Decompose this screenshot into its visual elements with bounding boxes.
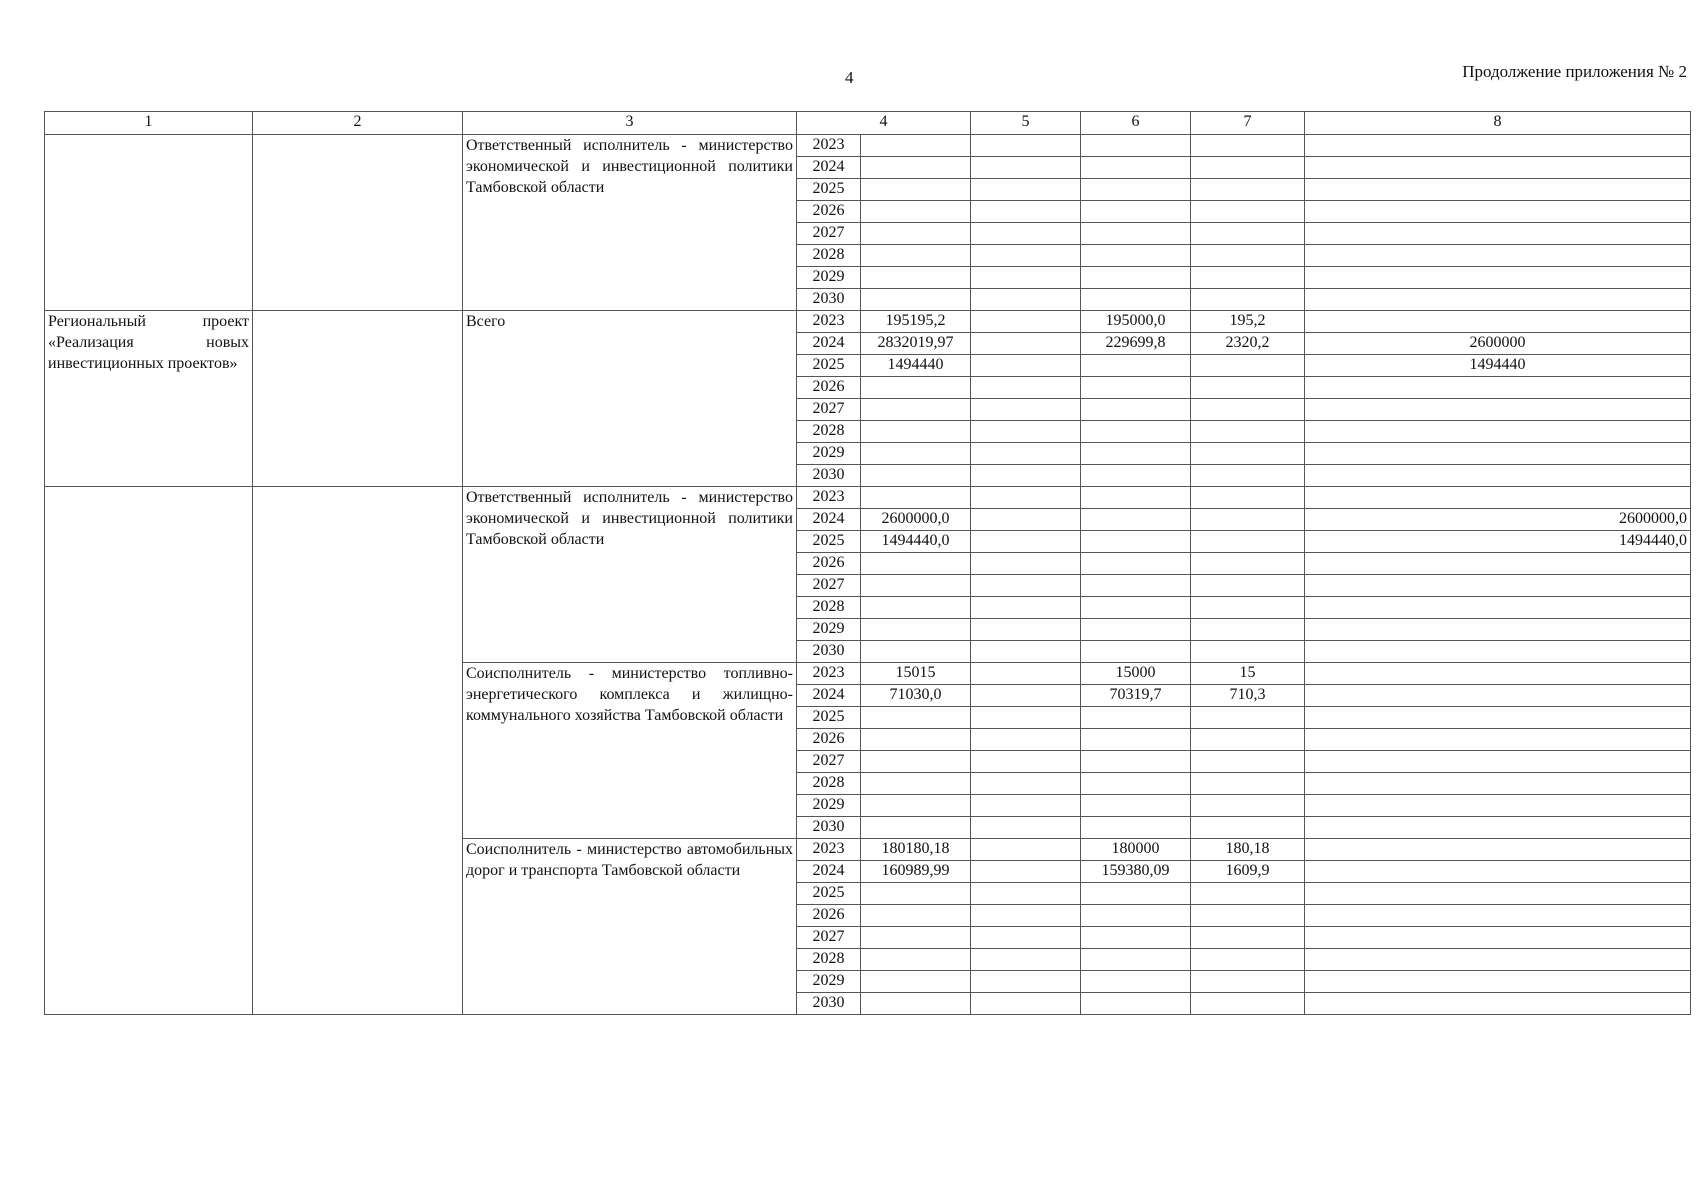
column-6-cell [1081, 223, 1191, 245]
total-cell: 1494440,0 [861, 531, 971, 553]
total-cell: 1494440 [861, 355, 971, 377]
column-7-cell [1191, 597, 1305, 619]
column-7-cell [1191, 399, 1305, 421]
column-6-cell [1081, 905, 1191, 927]
year-cell: 2023 [797, 663, 861, 685]
column-6-cell [1081, 883, 1191, 905]
column-6-cell [1081, 135, 1191, 157]
executor-cell: Ответственный исполнитель - министерство экономической и инвестиционной политики Тамбовской области [463, 487, 797, 663]
column-8-cell [1305, 619, 1691, 641]
column-8-cell [1305, 289, 1691, 311]
column-8-cell [1305, 179, 1691, 201]
column-5-cell [971, 927, 1081, 949]
year-cell: 2030 [797, 817, 861, 839]
column-5-cell [971, 641, 1081, 663]
executor-cell: Соисполнитель - министерство топливно-энергетического комплекса и жилищно-коммунального хозяйства Тамбовской области [463, 663, 797, 839]
total-cell: 160989,99 [861, 861, 971, 883]
year-cell: 2029 [797, 971, 861, 993]
year-cell: 2029 [797, 443, 861, 465]
column-6-cell [1081, 993, 1191, 1015]
year-cell: 2027 [797, 575, 861, 597]
col-header-6: 6 [1081, 112, 1191, 135]
total-cell: 180180,18 [861, 839, 971, 861]
total-cell [861, 465, 971, 487]
column-5-cell [971, 817, 1081, 839]
col-header-7: 7 [1191, 112, 1305, 135]
column-8-cell [1305, 685, 1691, 707]
year-cell: 2027 [797, 223, 861, 245]
column-8-cell [1305, 223, 1691, 245]
column-8-cell [1305, 773, 1691, 795]
column-7-cell [1191, 817, 1305, 839]
column-8-cell [1305, 157, 1691, 179]
total-cell [861, 619, 971, 641]
column-8-cell [1305, 597, 1691, 619]
column-7-cell [1191, 377, 1305, 399]
year-cell: 2028 [797, 773, 861, 795]
total-cell [861, 223, 971, 245]
column-6-cell [1081, 399, 1191, 421]
column-5-cell [971, 905, 1081, 927]
column-7-cell: 195,2 [1191, 311, 1305, 333]
executor-cell: Соисполнитель - министерство автомобильных дорог и транспорта Тамбовской области [463, 839, 797, 1015]
column-8-cell: 2600000 [1305, 333, 1691, 355]
column-7-cell: 1609,9 [1191, 861, 1305, 883]
year-cell: 2027 [797, 399, 861, 421]
year-cell: 2025 [797, 883, 861, 905]
column-5-cell [971, 245, 1081, 267]
total-cell [861, 795, 971, 817]
project-name-cell: Региональный проект «Реализация новых инвестиционных проектов» [45, 311, 253, 487]
column-8-cell [1305, 839, 1691, 861]
column-7-cell [1191, 135, 1305, 157]
column-8-cell [1305, 443, 1691, 465]
column-6-cell: 180000 [1081, 839, 1191, 861]
column-7-cell [1191, 729, 1305, 751]
column-5-cell [971, 179, 1081, 201]
year-cell: 2025 [797, 179, 861, 201]
total-cell [861, 729, 971, 751]
col-header-2: 2 [253, 112, 463, 135]
column-7-cell [1191, 487, 1305, 509]
column-6-cell [1081, 641, 1191, 663]
column-7-cell [1191, 971, 1305, 993]
year-cell: 2026 [797, 201, 861, 223]
column-7-cell [1191, 927, 1305, 949]
column-7-cell [1191, 553, 1305, 575]
total-cell [861, 553, 971, 575]
year-cell: 2026 [797, 553, 861, 575]
column-5-cell [971, 223, 1081, 245]
column-5-cell [971, 619, 1081, 641]
column-5-cell [971, 377, 1081, 399]
column-8-cell [1305, 421, 1691, 443]
year-cell: 2024 [797, 333, 861, 355]
year-cell: 2023 [797, 839, 861, 861]
year-cell: 2024 [797, 861, 861, 883]
year-cell: 2024 [797, 685, 861, 707]
year-cell: 2026 [797, 377, 861, 399]
year-cell: 2028 [797, 949, 861, 971]
total-cell: 71030,0 [861, 685, 971, 707]
column-7-cell [1191, 443, 1305, 465]
total-cell [861, 135, 971, 157]
column-8-cell [1305, 641, 1691, 663]
column-8-cell [1305, 905, 1691, 927]
column-7-cell [1191, 267, 1305, 289]
column-7-cell [1191, 641, 1305, 663]
column-6-cell [1081, 509, 1191, 531]
year-cell: 2028 [797, 245, 861, 267]
column-7-cell [1191, 905, 1305, 927]
column-2-cell [253, 487, 463, 1015]
column-7-cell [1191, 795, 1305, 817]
column-7-cell [1191, 619, 1305, 641]
column-6-cell [1081, 465, 1191, 487]
column-5-cell [971, 135, 1081, 157]
column-6-cell [1081, 707, 1191, 729]
total-cell [861, 905, 971, 927]
column-7-cell [1191, 223, 1305, 245]
year-cell: 2030 [797, 993, 861, 1015]
column-5-cell [971, 597, 1081, 619]
column-5-cell [971, 949, 1081, 971]
column-5-cell [971, 839, 1081, 861]
col-header-8: 8 [1305, 112, 1691, 135]
column-5-cell [971, 729, 1081, 751]
column-7-cell: 15 [1191, 663, 1305, 685]
total-cell [861, 927, 971, 949]
column-8-cell [1305, 971, 1691, 993]
column-8-cell [1305, 553, 1691, 575]
column-6-cell [1081, 795, 1191, 817]
column-6-cell [1081, 817, 1191, 839]
total-cell [861, 267, 971, 289]
column-7-cell [1191, 993, 1305, 1015]
column-5-cell [971, 509, 1081, 531]
column-5-cell [971, 773, 1081, 795]
total-cell: 15015 [861, 663, 971, 685]
year-cell: 2023 [797, 135, 861, 157]
total-cell [861, 641, 971, 663]
year-cell: 2024 [797, 157, 861, 179]
column-7-cell [1191, 201, 1305, 223]
column-7-cell [1191, 575, 1305, 597]
column-8-cell [1305, 927, 1691, 949]
total-cell: 195195,2 [861, 311, 971, 333]
year-cell: 2030 [797, 641, 861, 663]
column-5-cell [971, 443, 1081, 465]
year-cell: 2023 [797, 487, 861, 509]
column-5-cell [971, 531, 1081, 553]
column-6-cell [1081, 245, 1191, 267]
column-6-cell: 195000,0 [1081, 311, 1191, 333]
column-8-cell [1305, 465, 1691, 487]
column-7-cell [1191, 509, 1305, 531]
column-6-cell [1081, 553, 1191, 575]
column-7-cell [1191, 421, 1305, 443]
column-8-cell [1305, 487, 1691, 509]
column-number-row [45, 112, 1691, 135]
column-8-cell [1305, 399, 1691, 421]
column-8-cell [1305, 949, 1691, 971]
year-cell: 2029 [797, 619, 861, 641]
year-cell: 2029 [797, 267, 861, 289]
total-cell [861, 201, 971, 223]
column-5-cell [971, 685, 1081, 707]
table-row [45, 487, 1691, 509]
total-cell [861, 421, 971, 443]
table-row [45, 135, 1691, 157]
column-6-cell: 15000 [1081, 663, 1191, 685]
page-number: 4 [845, 68, 854, 87]
column-5-cell [971, 487, 1081, 509]
column-6-cell [1081, 531, 1191, 553]
column-6-cell [1081, 487, 1191, 509]
executor-cell: Всего [463, 311, 797, 487]
column-6-cell [1081, 619, 1191, 641]
year-cell: 2029 [797, 795, 861, 817]
column-2-cell [253, 311, 463, 487]
column-5-cell [971, 883, 1081, 905]
column-5-cell [971, 575, 1081, 597]
column-6-cell [1081, 421, 1191, 443]
column-6-cell: 159380,09 [1081, 861, 1191, 883]
column-8-cell [1305, 883, 1691, 905]
column-8-cell [1305, 201, 1691, 223]
column-6-cell [1081, 597, 1191, 619]
column-6-cell [1081, 443, 1191, 465]
total-cell [861, 179, 971, 201]
column-7-cell [1191, 157, 1305, 179]
col-header-3: 3 [463, 112, 797, 135]
column-6-cell [1081, 289, 1191, 311]
column-8-cell [1305, 993, 1691, 1015]
column-7-cell [1191, 245, 1305, 267]
year-cell: 2028 [797, 421, 861, 443]
total-cell [861, 971, 971, 993]
total-cell [861, 707, 971, 729]
column-5-cell [971, 333, 1081, 355]
column-6-cell [1081, 179, 1191, 201]
total-cell [861, 993, 971, 1015]
year-cell: 2025 [797, 355, 861, 377]
year-cell: 2024 [797, 509, 861, 531]
column-6-cell [1081, 729, 1191, 751]
column-6-cell [1081, 971, 1191, 993]
column-8-cell [1305, 663, 1691, 685]
total-cell: 2832019,97 [861, 333, 971, 355]
project-name-cell [45, 135, 253, 311]
column-8-cell [1305, 245, 1691, 267]
column-8-cell: 1494440,0 [1305, 531, 1691, 553]
column-5-cell [971, 157, 1081, 179]
appendix-note: Продолжение приложения № 2 [1462, 62, 1687, 81]
column-5-cell [971, 355, 1081, 377]
column-7-cell [1191, 179, 1305, 201]
executor-cell: Ответственный исполнитель - министерство экономической и инвестиционной политики Тамбовской области [463, 135, 797, 311]
total-cell [861, 883, 971, 905]
table-row [45, 311, 1691, 333]
column-7-cell: 710,3 [1191, 685, 1305, 707]
column-6-cell [1081, 377, 1191, 399]
column-8-cell [1305, 817, 1691, 839]
column-6-cell [1081, 575, 1191, 597]
column-5-cell [971, 289, 1081, 311]
column-8-cell [1305, 795, 1691, 817]
total-cell [861, 245, 971, 267]
column-6-cell [1081, 201, 1191, 223]
column-8-cell [1305, 729, 1691, 751]
project-name-cell [45, 487, 253, 1015]
column-7-cell [1191, 355, 1305, 377]
budget-table [44, 111, 1691, 1015]
column-8-cell [1305, 707, 1691, 729]
total-cell [861, 377, 971, 399]
total-cell: 2600000,0 [861, 509, 971, 531]
column-8-cell [1305, 377, 1691, 399]
column-7-cell [1191, 707, 1305, 729]
column-8-cell [1305, 751, 1691, 773]
column-7-cell: 180,18 [1191, 839, 1305, 861]
total-cell [861, 399, 971, 421]
column-5-cell [971, 311, 1081, 333]
column-2-cell [253, 135, 463, 311]
column-5-cell [971, 707, 1081, 729]
column-5-cell [971, 201, 1081, 223]
col-header-4: 4 [797, 112, 971, 135]
column-6-cell [1081, 773, 1191, 795]
column-6-cell [1081, 751, 1191, 773]
column-5-cell [971, 465, 1081, 487]
column-5-cell [971, 861, 1081, 883]
year-cell: 2027 [797, 927, 861, 949]
column-5-cell [971, 553, 1081, 575]
column-8-cell [1305, 861, 1691, 883]
column-5-cell [971, 751, 1081, 773]
col-header-5: 5 [971, 112, 1081, 135]
year-cell: 2030 [797, 465, 861, 487]
year-cell: 2023 [797, 311, 861, 333]
total-cell [861, 575, 971, 597]
column-7-cell [1191, 751, 1305, 773]
column-6-cell [1081, 355, 1191, 377]
column-6-cell [1081, 157, 1191, 179]
column-8-cell [1305, 311, 1691, 333]
column-7-cell [1191, 883, 1305, 905]
year-cell: 2026 [797, 905, 861, 927]
year-cell: 2028 [797, 597, 861, 619]
column-6-cell: 70319,7 [1081, 685, 1191, 707]
column-5-cell [971, 663, 1081, 685]
column-5-cell [971, 421, 1081, 443]
column-8-cell [1305, 575, 1691, 597]
column-6-cell [1081, 927, 1191, 949]
total-cell [861, 597, 971, 619]
column-8-cell: 2600000,0 [1305, 509, 1691, 531]
year-cell: 2030 [797, 289, 861, 311]
total-cell [861, 443, 971, 465]
column-6-cell [1081, 949, 1191, 971]
column-7-cell: 2320,2 [1191, 333, 1305, 355]
column-7-cell [1191, 531, 1305, 553]
column-8-cell [1305, 267, 1691, 289]
column-8-cell [1305, 135, 1691, 157]
column-6-cell: 229699,8 [1081, 333, 1191, 355]
total-cell [861, 157, 971, 179]
total-cell [861, 751, 971, 773]
year-cell: 2026 [797, 729, 861, 751]
col-header-1: 1 [45, 112, 253, 135]
total-cell [861, 817, 971, 839]
column-7-cell [1191, 949, 1305, 971]
year-cell: 2025 [797, 531, 861, 553]
column-7-cell [1191, 773, 1305, 795]
total-cell [861, 487, 971, 509]
total-cell [861, 289, 971, 311]
column-7-cell [1191, 465, 1305, 487]
column-5-cell [971, 399, 1081, 421]
year-cell: 2027 [797, 751, 861, 773]
total-cell [861, 949, 971, 971]
column-5-cell [971, 993, 1081, 1015]
column-7-cell [1191, 289, 1305, 311]
year-cell: 2025 [797, 707, 861, 729]
column-6-cell [1081, 267, 1191, 289]
table-body [45, 135, 1691, 1015]
column-5-cell [971, 971, 1081, 993]
column-5-cell [971, 795, 1081, 817]
total-cell [861, 773, 971, 795]
column-5-cell [971, 267, 1081, 289]
column-8-cell: 1494440 [1305, 355, 1691, 377]
